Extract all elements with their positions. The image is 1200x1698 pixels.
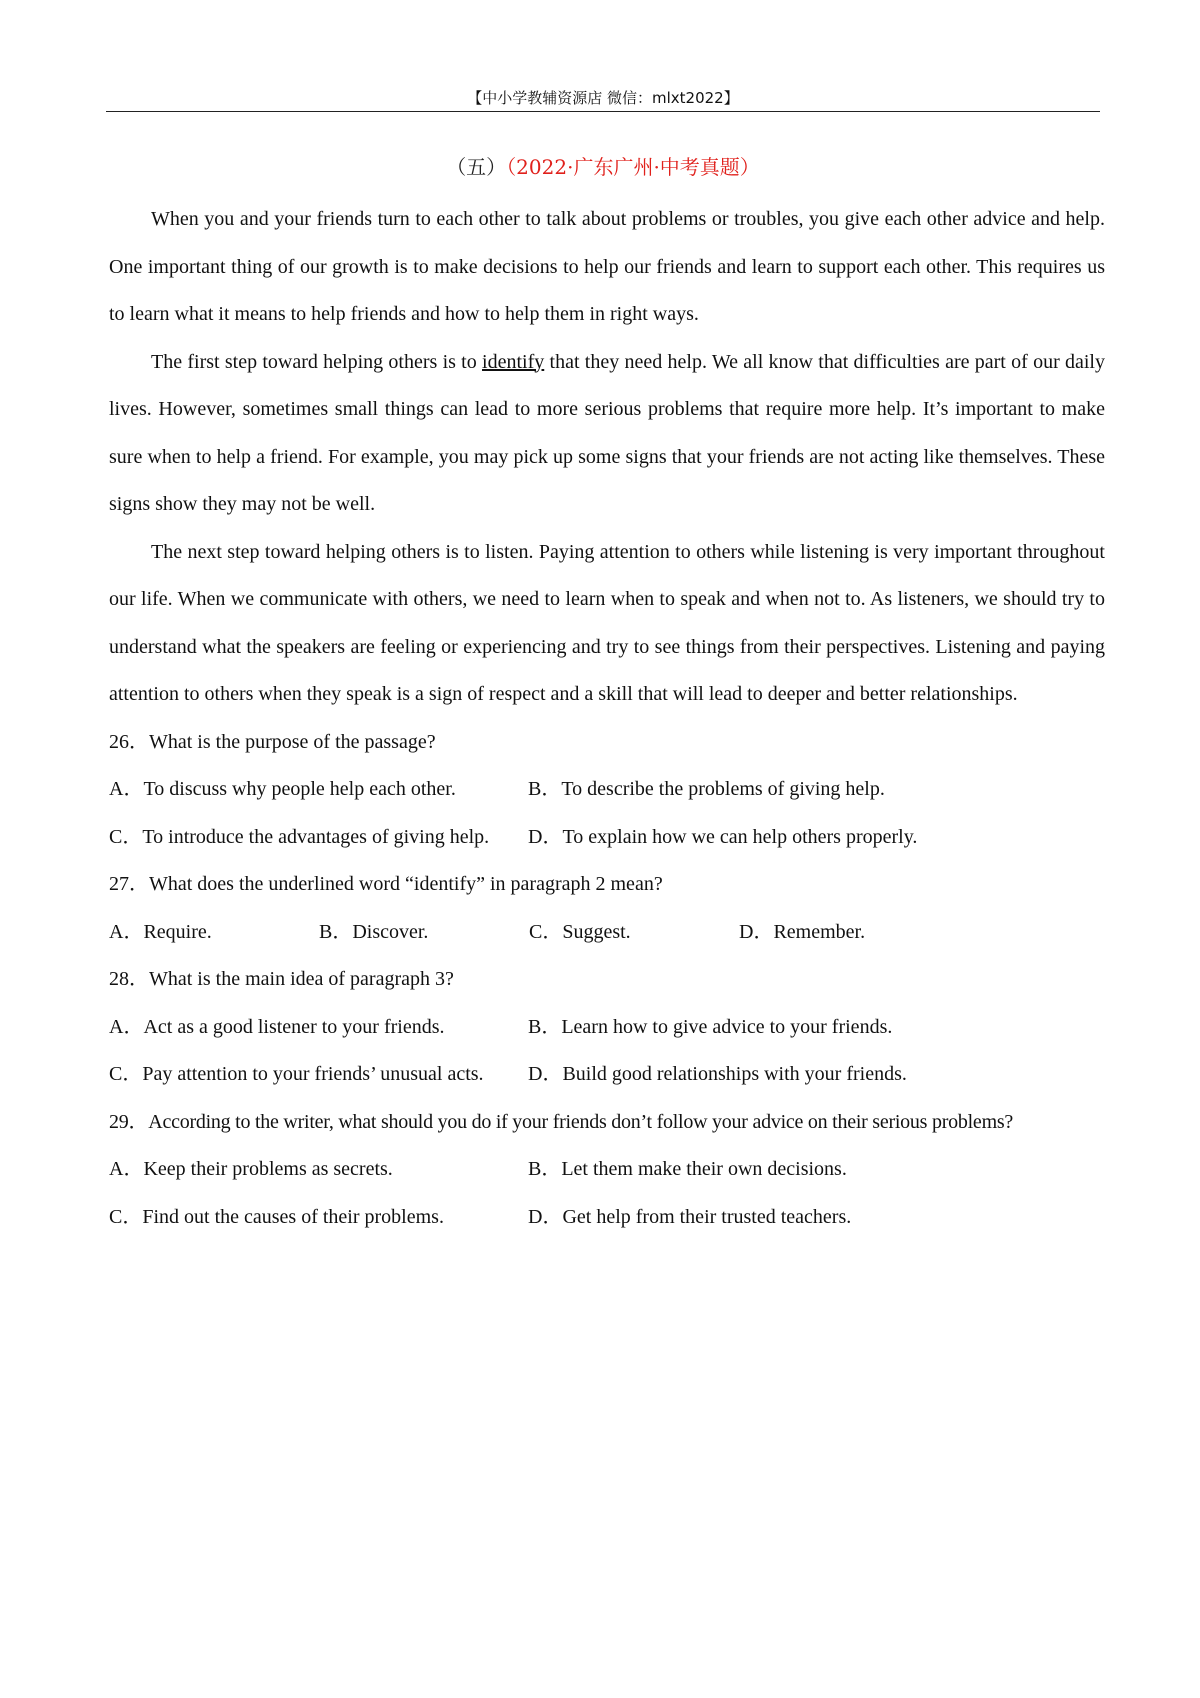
option-b: B．Learn how to give advice to your friends. — [528, 1015, 893, 1038]
option-d: D．To explain how we can help others properly. — [528, 825, 918, 848]
paragraph-2-text-start: The first step toward helping others is to — [151, 350, 483, 373]
option-d: D．Remember. — [739, 920, 866, 943]
section-source: （2022·广东广州·中考真题） — [506, 155, 760, 179]
option-d: D．Build good relationships with your friends. — [528, 1063, 907, 1085]
option-b: B．To describe the problems of giving help. — [528, 778, 885, 800]
question-27: 27．What does the underlined word “identify” in paragraph 2 mean? — [109, 873, 663, 895]
option-c: C．Suggest. — [529, 920, 631, 943]
question-29: 29．According to the writer, what should you do if your friends don’t follow your advice on their serious problems? — [109, 1110, 1014, 1133]
option-a: A．Require. — [109, 920, 212, 943]
section-number: （五） — [446, 155, 507, 179]
question-26: 26．What is the purpose of the passage? — [109, 730, 436, 753]
question-27-options — [109, 909, 1105, 957]
option-c: C．Pay attention to your friends’ unusual acts. — [109, 1063, 484, 1085]
option-b: B．Discover. — [319, 920, 429, 943]
passage-paragraph-2 — [109, 339, 1105, 529]
passage-paragraph-3: The next step toward helping others is to listen. Paying attention to others while listening is very important throughout our life. When we communicate with others, we need to learn when to speak and when not to. As listeners, we should try to understand what the speakers are feeling or experiencing and try to see things from their perspectives. Listening and paying attention to others when they speak is a sign of respect and a skill that will lead to deeper and better relationships. — [109, 540, 1105, 705]
option-b: B．Let them make their own decisions. — [528, 1158, 847, 1180]
option-c: C．Find out the causes of their problems. — [109, 1205, 444, 1228]
page-header: 【中小学教辅资源店 微信：mlxt2022】 — [467, 89, 739, 107]
option-a: A．Act as a good listener to your friends. — [109, 1015, 445, 1038]
question-28: 28．What is the main idea of paragraph 3? — [109, 968, 454, 990]
paragraph-2-text-end: that they need help. We all know that difficulties are part of our daily lives. However, sometimes small things can lead to more serious problems that require more help. It’s important to make sure when to help a friend. For example, you may pick up some signs that your friends are not acting like themselves. These signs show they may not be well. — [109, 350, 1105, 515]
header-divider — [106, 111, 1100, 112]
question-28-options — [109, 1004, 1105, 1099]
question-29-options — [109, 1146, 1105, 1241]
section-title — [106, 152, 1100, 182]
passage-paragraph-1: When you and your friends turn to each other to talk about problems or troubles, you give each other advice and help. One important thing of our growth is to make decisions to help our friends and learn to support each other. This requires us to learn what it means to help friends and how to help them in right ways. — [109, 208, 1105, 325]
question-26-options — [109, 766, 1105, 861]
document-body — [109, 196, 1105, 1241]
option-d: D．Get help from their trusted teachers. — [528, 1205, 852, 1228]
option-c: C．To introduce the advantages of giving help. — [109, 825, 490, 848]
option-a: A．To discuss why people help each other. — [109, 778, 456, 800]
underlined-word: identify — [482, 350, 545, 373]
option-a: A．Keep their problems as secrets. — [109, 1158, 393, 1180]
